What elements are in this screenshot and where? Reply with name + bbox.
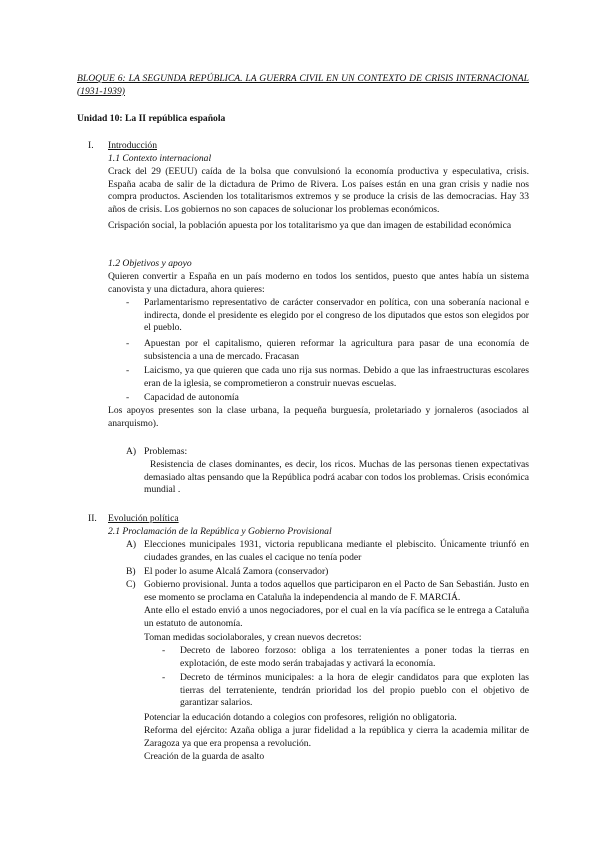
item-label: C) (126, 579, 136, 590)
item-label: A) (126, 539, 137, 550)
decrees-intro: Toman medidas sociolaborales, y crean nuevos decretos: (144, 632, 362, 643)
decree-item: Decreto de laboreo forzoso: obliga a los terratenientes a poner todas la tierras en explotación, de este modo serán trabajadas y activará la economía. (180, 645, 529, 669)
intro-paragraph-2: Crispación social, la población apuesta por los totalitarismo ya que dan imagen de estabilidad económica (108, 220, 512, 231)
bullet-item: Laicismo, ya que quieren que cada uno rija sus normas. Debido a que las infraestructuras escolares eran de la iglesia, se comprometieron a construir nuevas escuelas. (144, 365, 529, 389)
item-label: B) (126, 566, 136, 577)
bullet-item: Parlamentarismo representativo de carácter conservador en política, con una soberanía nacional e indirecta, donde el presidente es elegido por el congreso de los diputados que estos son elegidos por el pueblo. (144, 297, 529, 334)
objetivos-paragraph: Quieren convertir a España en un país moderno en todos los sentidos, puesto que antes había un sistema canovista y una dictadura, ahora quieres: (108, 271, 529, 295)
cataluna-paragraph: Ante ello el estado envió a unos negociadores, por el cual en la vía pacífica se le entrega a Cataluña un estatuto de autonomía. (144, 605, 529, 629)
section-2-title: Evolución política (108, 513, 179, 524)
decree-dash: - (162, 672, 166, 683)
intro-paragraph-1: Crack del 29 (EEUU) caída de la bolsa que convulsionó la economía productiva y especulativa, crisis. España acaba de salir de la dictadura de Primo de Rivera. Los países están en una gran crisis y nadie nos compra productos. Ascienden los totalitarismos extremos y se produce la crisis de las democracias. Hay 33 años de crisis. Los gobiernos no son capaces de solucionar los problemas económicos. (108, 166, 529, 215)
subsection-1-2-title: 1.2 Objetivos y apoyo (108, 258, 192, 269)
decree-item: Decreto de términos municipales: a la hora de elegir candidatos para que exploten las tierras del terrateniente, tendrán prioridad los del propio pueblo con el objetivo de garantizar salarios. (180, 672, 529, 709)
bullet-item: Capacidad de autonomía (144, 392, 239, 403)
bloque-title: BLOQUE 6: LA SEGUNDA REPÚBLICA. LA GUERRA CIVIL EN UN CONTEXTO DE CRISIS INTERNACIONAL (1931-1939) (77, 73, 529, 97)
subsection-2-1-title: 2.1 Proclamación de la República y Gobierno Provisional (108, 526, 332, 537)
problems-text: Resistencia de clases dominantes, es decir, los ricos. Muchas de las personas tienen expectativas demasiado altas pensando que la República podrá acabar con todos los problemas. Crisis económica mundial . (144, 459, 529, 496)
item-text: Elecciones municipales 1931, victoria republicana mediante el plebiscito. Únicamente triunfó en ciudades grandes, en las cuales el cacique no tenía poder (144, 539, 529, 563)
assault-guard-paragraph: Creación de la guarda de asalto (144, 751, 265, 762)
decree-dash: - (162, 645, 166, 656)
section-2-numeral: II. (88, 513, 97, 524)
unidad-title: Unidad 10: La II república española (77, 113, 226, 124)
item-text: El poder lo asume Alcalá Zamora (conservador) (144, 566, 329, 577)
bullet-dash: - (126, 297, 130, 308)
bullet-dash: - (126, 338, 130, 349)
problems-label: A) (126, 446, 137, 457)
bullet-dash: - (126, 365, 130, 376)
subsection-1-1-title: 1.1 Contexto internacional (108, 153, 212, 164)
problems-title: Problemas: (144, 446, 188, 457)
item-text: Gobierno provisional. Junta a todos aquellos que participaron en el Pacto de San Sebastián. Justo en ese momento se proclama en Cataluña la independencia al mando de F. MARCIÁ. (144, 579, 529, 603)
army-reform-paragraph: Reforma del ejército: Azaña obliga a jurar fidelidad a la república y cierra la academia militar de Zaragoza ya que era propensa a revolución. (144, 725, 529, 749)
bullet-item: Apuestan por el capitalismo, quieren reformar la agricultura para pasar de una economía de subsistencia a una de mercado. Fracasan (144, 338, 529, 362)
section-1-title: Introducción (108, 140, 158, 151)
apoyos-paragraph: Los apoyos presentes son la clase urbana, la pequeña burguesía, proletariado y jornaleros (asociados al anarquismo). (108, 405, 529, 429)
bullet-dash: - (126, 392, 130, 403)
section-1-numeral: I. (88, 140, 94, 151)
education-paragraph: Potenciar la educación dotando a colegios con profesores, religión no obligatoria. (144, 712, 457, 723)
